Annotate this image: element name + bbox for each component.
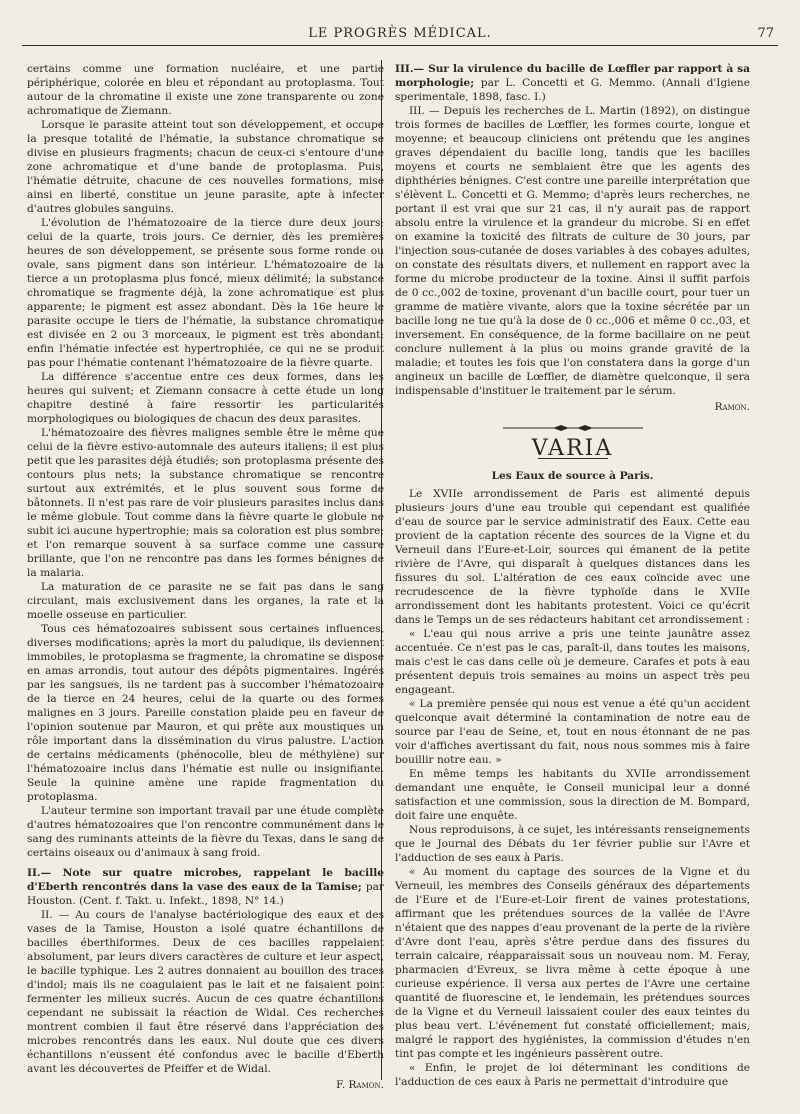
paragraph: « La première pensée qui nous est venue a été qu'un accident quelconque avait déterminé la contamination de notre eau de source par l'eau de Seine, et, tout en nous étonnant de ne pas voir d'affiches avertissant du fait, nous nous sommes mis à faire bouillir notre eau. » [395,698,750,766]
paragraph: « Enfin, le projet de loi déterminant les conditions de l'adduction de ces eaux à Paris ne permettait d'introduire que [395,1062,750,1088]
paragraph: L'auteur termine son important travail par une étude complète d'autres hématozoaires que l'on rencontre communément dans le sang des ruminants atteints de la fièvre du Texas, dans le sang de certains oiseaux ou d'animaux à sang froid. [27,805,384,859]
left-column [27,62,384,1092]
page-number: 77 [757,26,774,41]
article-signature: F. Ramon. [336,1079,384,1091]
article-title [395,62,750,104]
page-header [22,26,778,48]
section-title: VARIA [531,436,614,461]
paragraph: Le XVIIe arrondissement de Paris est alimenté depuis plusieurs jours d'une eau trouble qui cependant est qualifiée d'eau de source par le service administratif des Eaux. Cette eau provient de la captation récente des sources de la Vigne et du Verneuil dans l'Eure-et-Loir, sources qui émanent de la petite rivière de l'Avre, qui disparaît à quelques distances dans les fissures du sol. L'altération de ces eaux coïncide avec une recrudescence de la fièvre typhoïde dans le XVIIe arrondissement dont les habitants protestent. Voici ce qu'écrit dans le Temps un de ses rédacteurs habitant cet arrondissement : [395,488,750,626]
paragraph: La différence s'accentue entre ces deux formes, dans les heures qui suivent; et Ziemann consacre à cette étude un long chapitre destiné à faire ressortir les particularités morphologiques ou biologiques de chacun des deux parasites. [27,371,384,425]
subheading: Les Eaux de source à Paris. [491,470,654,482]
paragraph: « Au moment du captage des sources de la Vigne et du Verneuil, les membres des Conseils généraux des départements de l'Eure et de l'Eure-et-Loir firent de vaines protestations, affirmant que les prétendues sources de la vallée de l'Avre n'étaient que des nappes d'eau provenant de la perte de la rivière d'Avre dont l'eau, après s'être perdue dans des fissures du terrain calcaire, réapparaissait sous un nouveau nom. M. Feray, pharmacien d'Evreux, se livra même à cette époque à une curieuse expérience. Il versa aux pertes de l'Avre une certaine quantité de fluorescine et, le lendemain, les prétendues sources de la Vigne et du Verneuil laissaient couler des eaux teintes du plus beau vert. L'événement fut constaté officiellement; mais, malgré le rapport des hygiénistes, la commission d'études n'en tint pas compte et les ingénieurs passèrent outre. [395,866,750,1060]
article-title [27,866,384,908]
article-meta: par L. Concetti et G. Memmo. (Annali d'Igiene sperimentale, 1898, fasc. I.) [395,77,750,103]
article-meta: par Houston. (Cent. f. Takt. u. Infekt., 1898, N° 14.) [27,881,384,907]
paragraph: Nous reproduisons, à ce sujet, les intéressants renseignements que le Journal des Débats du 1er février publie sur l'Avre et l'adduction de ses eaux à Paris. [395,824,750,864]
article-title-text: II.— Note sur quatre microbes, rappelant le bacille d'Eberth rencontrés dans la vase des eaux de la Tamise; [27,867,384,893]
paragraph: « L'eau qui nous arrive a pris une teinte jaunâtre assez accentuée. Ce n'est pas le cas, paraît-il, dans toutes les maisons, mais c'est le cas dans celle où je demeure. Carafes et pots à eau présentent depuis trois semaines au moins un aspect très peu engageant. [395,628,750,696]
paragraph: La maturation de ce parasite ne se fait pas dans le sang circulant, mais exclusivement dans les organes, la rate et la moelle osseuse en particulier. [27,581,384,621]
header-rule [22,45,778,46]
paragraph: II. — Au cours de l'analyse bactériologique des eaux et des vases de la Tamise, Houston a isolé quatre échantillons de bacilles éberthiformes. Deux de ces bacilles rappelaient absolument, par leurs divers caractères de culture et leur aspect, le bacille typhique. Les 2 autres donnaient au bouillon des traces d'indol; mais ils ne coagulaient pas le lait et ne faisaient point fermenter les milieux sucrés. Aucun de ces quatre échantillons cependant ne subissait la réaction de Widal. Ces recherches montrent combien il faut être réservé dans l'appréciation des microbes rencontrés dans les eaux. Nul doute que ces divers échantillons n'eussent été confondus avec le bacille d'Eberth avant les découvertes de Pfeiffer et de Widal. [27,909,384,1075]
paragraph: En même temps les habitants du XVIIe arrondissement demandant une enquête, le Conseil municipal leur a donné satisfaction et une commission, sous la direction de M. Bompard, doit faire une enquête. [395,768,750,822]
paragraph: Tous ces hématozoaires subissent sous certaines influences, diverses modifications; après la mort du paludique, ils deviennent immobiles, le protoplasma se fragmente, la chromatine se dispose en amas arrondis, tout autour des dépôts pigmentaires. Ingérés par les sangsues, ils ne tardent pas à succomber l'hématozoaire de la tierce en 24 heures, celui de la quarte ou des formes malignes en 3 jours. Pareille constation plaide peu en faveur de l'opinion soutenue par Mauron, et qui prête aux moustiques un rôle important dans la dissémination du virus palustre. L'action de certains médicaments (phénocolle, bleu de méthylène) sur l'hématozoaire inclus dans l'hématie est nulle ou insignifiante. Seule la quinine amène une rapide fragmentation du protoplasma. [27,623,384,803]
paragraph: L'évolution de l'hématozoaire de la tierce dure deux jours; celui de la quarte, trois jours. Ce dernier, dès les premières heures de son développement, se présente sous forme ronde ou ovale, sans pigment dans son intérieur. L'hématozoaire de la tierce a un protoplasma plus foncé, mieux délimité; la substance chromatique se fragmente déjà, la zone achromatique est plus apparente; le pigment est assez abondant. Dès la 16e heure le parasite occupe le tiers de l'hématie, la substance chromatique est divisée en 2 ou 3 morceaux, le pigment est très abondant; enfin l'hématie infectée est hypertrophiée, ce qui ne se produit pas pour l'hématie contenant l'hématozoaire de la fièvre quarte. [27,217,384,369]
paragraph: Lorsque le parasite atteint tout son développement, et occupe la presque totalité de l'hématie, la substance chromatique se divise en plusieurs fragments; chacun de ceux-ci s'entoure d'une zone achromatique et d'une bande de protoplasma. Puis, l'hématie détruite, chacune de ces nouvelles formations, mise ainsi en liberté, constitue un jeune parasite, apte à infecter d'autres globules sanguins. [27,119,384,215]
paragraph: L'hématozoaire des fièvres malignes semble être le même que celui de la fièvre estivo-automnale des auteurs italiens; il est plus petit que les parasites déjà étudiés; son protoplasma présente des contours plus nets; la substance chromatique se rencontre surtout aux extrémités, et le plus souvent sous forme de bâtonnets. Il n'est pas rare de voir plusieurs parasites inclus dans le même globule. Tout comme dans la fièvre quarte le globule ne subit ici aucune hypertrophie; mais sa coloration est plus sombre; et l'on remarque souvent à sa surface comme une cassure brillante, que l'on ne rencontre pas dans les formes bénignes de la malaria. [27,427,384,579]
right-column [395,62,750,1089]
paragraph: III. — Depuis les recherches de L. Martin (1892), on distingue trois formes de bacilles de Lœffler, les formes courte, longue et moyenne; et beaucoup cliniciens ont prétendu que les angines graves dépendaient du bacille long, tandis que les bacilles moyens et courts ne semblaient être que les agents des diphthéries bénignes. C'est contre une pareille interprétation que s'élèvent L. Concetti et G. Memmo; d'après leurs recherches, ne portant il est vrai que sur 21 cas, il n'y aurait pas de rapport absolu entre la virulence et la grandeur du microbe. Si en effet on examine la toxicité des filtrats de culture de 30 jours, par l'injection sous-cutanée de doses variables à des cobayes adultes, on constate des résultats divers, et nullement en rapport avec la forme du microbe producteur de la toxine. Ainsi il suffit parfois de 0 cc.,002 de toxine, provenant d'un bacille court, pour tuer un gramme de matière vivante, alors que la toxine sécrétée par un bacille long ne tue qu'à la dose de 0 cc.,006 et même 0 cc.,03, et inversement. En conséquence, de la forme bacillaire on ne peut conclure nullement à la plus ou moins grande gravité de la maladie; et toutes les fois que l'on constatera dans la gorge d'un angineux un bacille de Lœffler, de diamètre quelconque, il sera indispensable d'instituer le traitement par le sérum. [395,105,750,397]
journal-title: LE PROGRÈS MÉDICAL. [308,26,492,41]
article-title-text: III.— Sur la virulence du bacille de Lœffler par rapport à sa morphologie; [395,63,750,89]
ornament-icon [503,424,643,432]
paragraph: certains comme une formation nucléaire, et une partie périphérique, colorée en bleu et répondant au protoplasma. Tout autour de la chromatine il existe une zone transparente ou zone achromatique de Ziemann. [27,63,384,117]
article-signature: Ramon. [714,401,750,413]
ornament-rule [395,422,750,436]
